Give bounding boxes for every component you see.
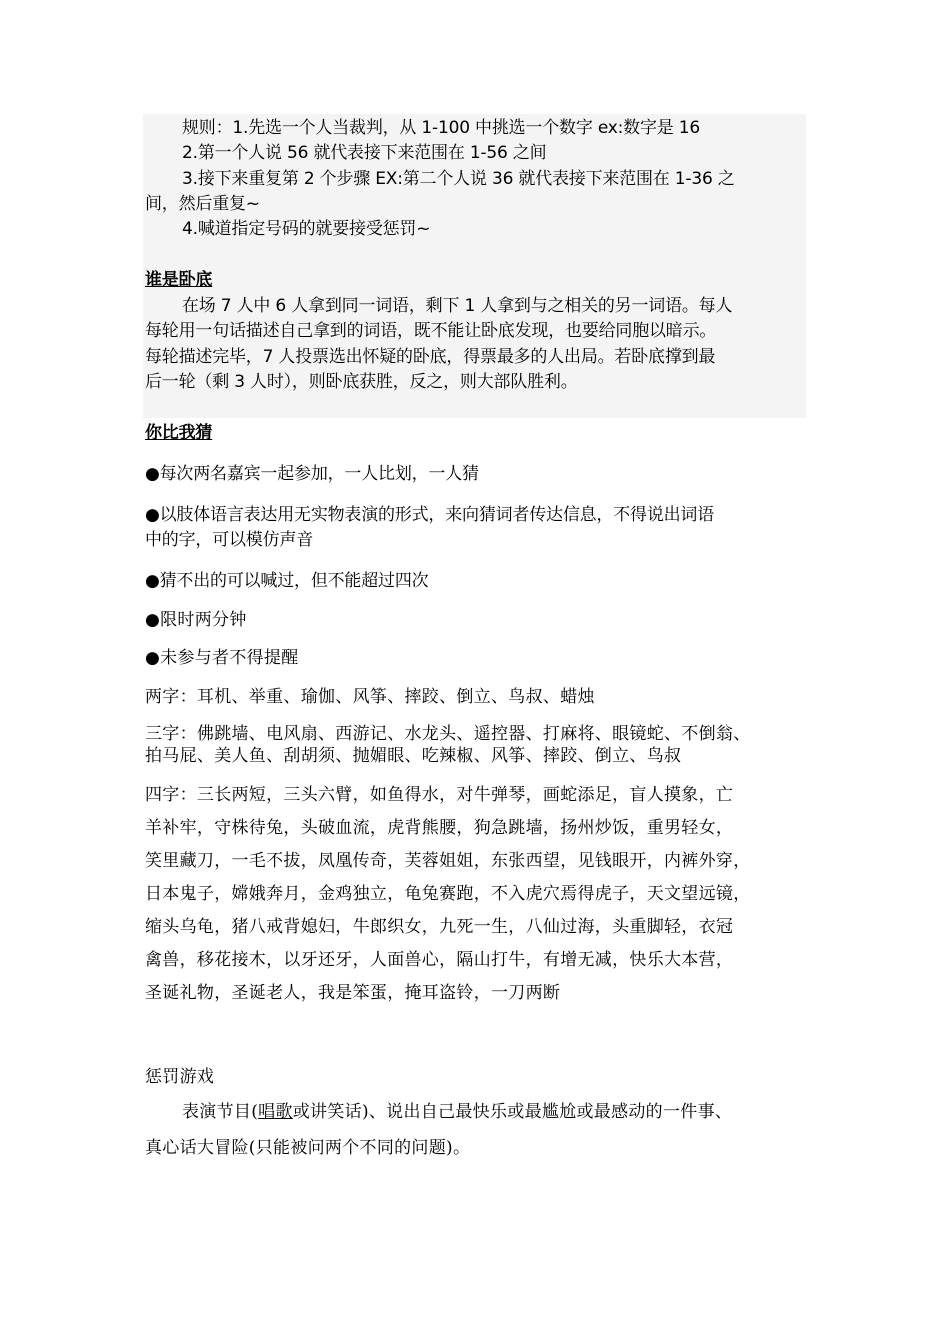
undercover-line-2: 每轮用一句话描述自己拿到的词语，既不能让卧底发现，也要给同胞以暗示。 bbox=[145, 321, 717, 341]
charades-bullet-3: ●猜不出的可以喊过，但不能超过四次 bbox=[145, 571, 429, 591]
undercover-line-4: 后一轮（剩 3 人时），则卧底获胜，反之，则大部队胜利。 bbox=[145, 372, 578, 392]
charades-heading: 你比我猜 bbox=[145, 423, 213, 443]
punishment-line-1 bbox=[145, 1096, 805, 1129]
undercover-heading: 谁是卧底 bbox=[145, 270, 213, 290]
charades-bullet-5: ●未参与者不得提醒 bbox=[145, 648, 299, 668]
charades-bullet-2b: 中的字，可以模仿声音 bbox=[145, 530, 313, 550]
rules-line-3b: 间，然后重复~ bbox=[145, 194, 260, 214]
three-char-words-b: 拍马屁、美人鱼、刮胡须、抛媚眼、吃辣椒、风筝、摔跤、倒立、鸟叔 bbox=[145, 746, 682, 766]
four-char-words-7: 圣诞礼物，圣诞老人，我是笨蛋，掩耳盗铃，一刀两断 bbox=[145, 983, 561, 1003]
four-char-words-4: 日本鬼子，嫦娥奔月，金鸡独立，龟兔赛跑，不入虎穴焉得虎子，天文望远镜， bbox=[145, 884, 751, 904]
undercover-line-3: 每轮描述完毕，7 人投票选出怀疑的卧底，得票最多的人出局。若卧底撑到最 bbox=[145, 347, 716, 367]
punishment-line-1-pre: 表演节目( bbox=[182, 1102, 259, 1122]
sing-link[interactable]: 唱歌 bbox=[258, 1102, 293, 1122]
rules-line-2: 2.第一个人说 56 就代表接下来范围在 1-56 之间 bbox=[182, 143, 547, 163]
punishment-line-2: 真心话大冒险(只能被问两个不同的问题)。 bbox=[145, 1138, 471, 1158]
two-char-words: 两字：耳机、举重、瑜伽、风筝、摔跤、倒立、鸟叔、蜡烛 bbox=[145, 687, 595, 707]
four-char-words-6: 禽兽，移花接木，以牙还牙，人面兽心，隔山打牛，有增无减，快乐大本营， bbox=[145, 950, 734, 970]
four-char-words-2: 羊补牢，守株待兔，头破血流，虎背熊腰，狗急跳墙，扬州炒饭，重男轻女， bbox=[145, 818, 734, 838]
four-char-words-1: 四字：三长两短，三头六臂，如鱼得水，对牛弹琴，画蛇添足，盲人摸象，亡 bbox=[145, 785, 734, 805]
undercover-line-1: 在场 7 人中 6 人拿到同一词语，剩下 1 人拿到与之相关的另一词语。每人 bbox=[182, 296, 733, 316]
rules-line-1: 规则：1.先选一个人当裁判，从 1-100 中挑选一个数字 ex:数字是 16 bbox=[182, 118, 701, 138]
three-char-words-a: 三字：佛跳墙、电风扇、西游记、水龙头、遥控器、打麻将、眼镜蛇、不倒翁、 bbox=[145, 724, 751, 744]
charades-bullet-4: ●限时两分钟 bbox=[145, 610, 247, 630]
punishment-line-1-post: 或讲笑话)、说出自己最快乐或最尴尬或最感动的一件事、 bbox=[292, 1102, 733, 1122]
four-char-words-3: 笑里藏刀，一毛不拔，凤凰传奇，芙蓉姐姐，东张西望，见钱眼开，内裤外穿， bbox=[145, 851, 751, 871]
rules-line-4: 4.喊道指定号码的就要接受惩罚~ bbox=[182, 219, 431, 239]
rules-line-3a: 3.接下来重复第 2 个步骤 EX:第二个人说 36 就代表接下来范围在 1-36 之 bbox=[182, 169, 735, 189]
four-char-words-5: 缩头乌龟，猪八戒背媳妇，牛郎织女，九死一生，八仙过海，头重脚轻，衣冠 bbox=[145, 917, 734, 937]
punishment-heading: 惩罚游戏 bbox=[145, 1067, 215, 1087]
charades-bullet-1: ●每次两名嘉宾一起参加，一人比划，一人猜 bbox=[145, 464, 479, 484]
charades-bullet-2a: ●以肢体语言表达用无实物表演的形式，来向猜词者传达信息，不得说出词语 bbox=[145, 505, 715, 525]
